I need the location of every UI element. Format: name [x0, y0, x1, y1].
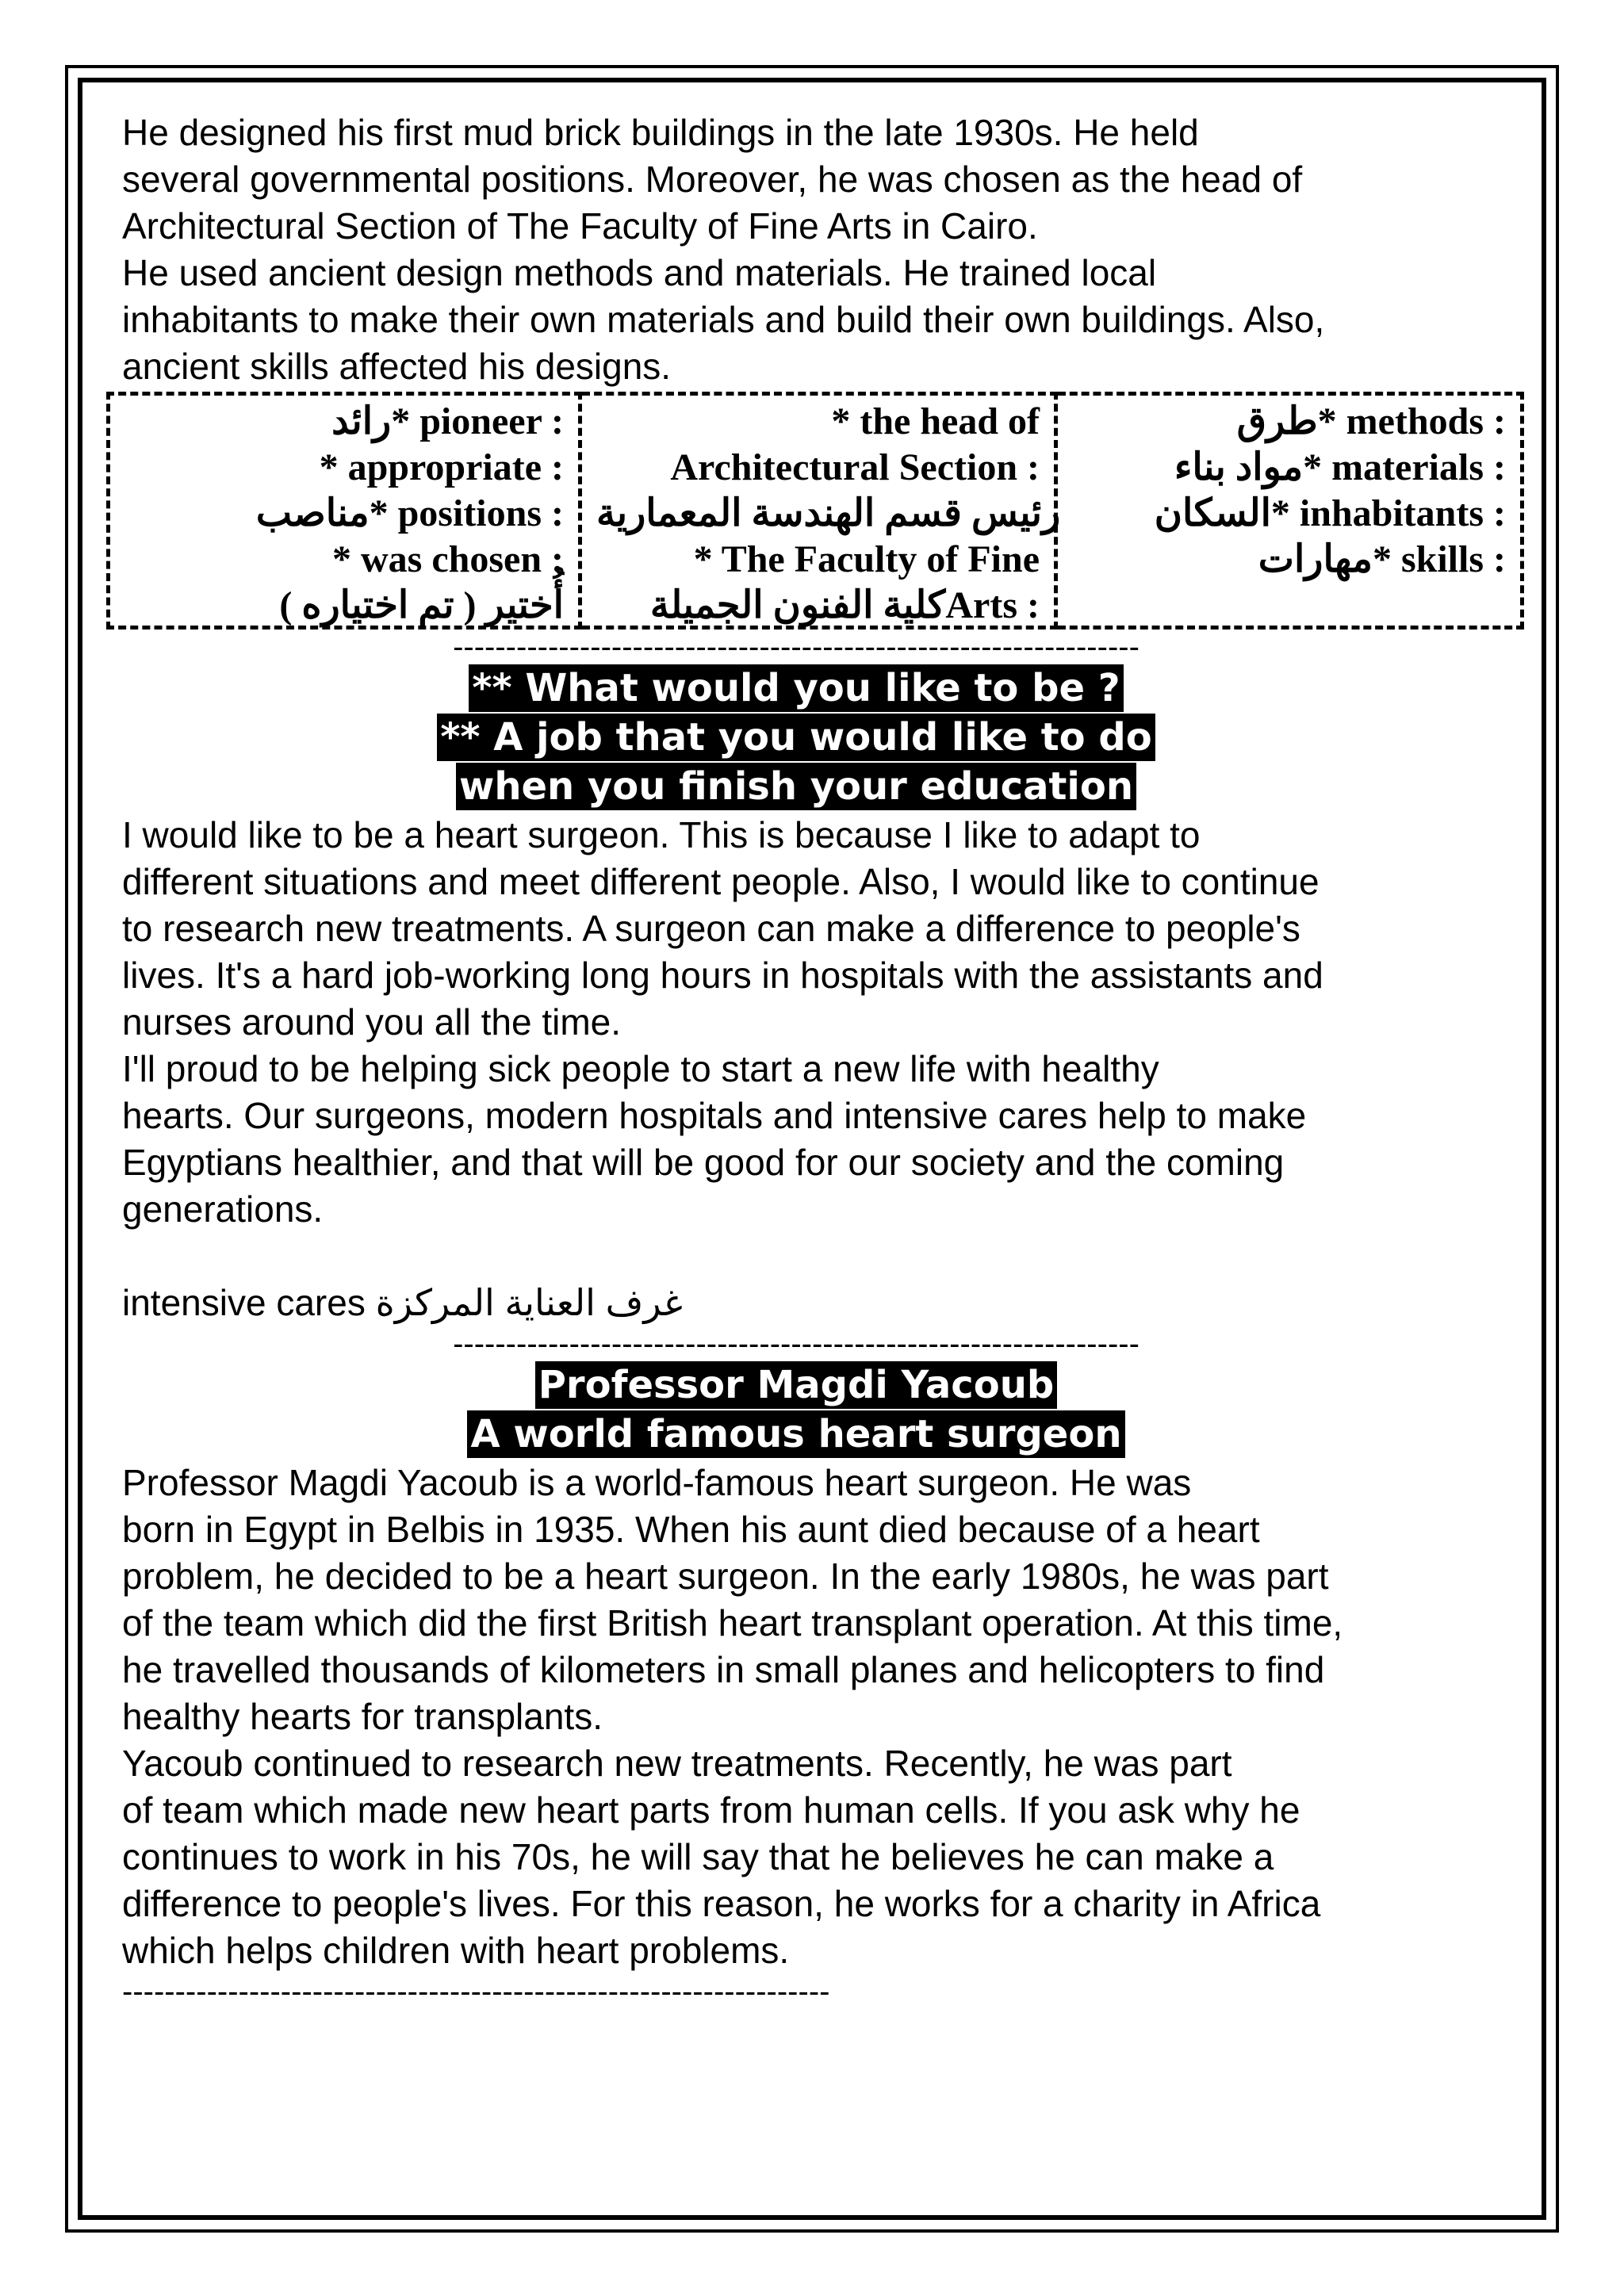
vocab-entry: Architectural Section :	[670, 446, 1040, 488]
vocab-entry: مناصب* positions :	[255, 492, 564, 534]
heading-line: A world famous heart surgeon	[467, 1410, 1124, 1458]
section-yacoub-paragraph	[122, 1460, 1502, 1974]
vocab-entry: * the head of	[831, 400, 1040, 442]
paragraph-line: different situations and meet different people. Also, I would like to continue	[122, 861, 1320, 902]
paragraph-line: healthy hearts for transplants.	[122, 1696, 603, 1737]
document-content	[122, 109, 1506, 2009]
paragraph-line: Architectural Section of The Faculty of Fine Arts in Cairo.	[122, 205, 1038, 247]
paragraph-line: which helps children with heart problems.	[122, 1930, 790, 1971]
vocab-entry: أُختير ( تم اختياره )	[279, 584, 564, 626]
paragraph-line: Professor Magdi Yacoub is a world-famous heart surgeon. He was	[122, 1462, 1192, 1503]
section-divider: -----------------------------------------------------------------	[453, 1326, 1139, 1361]
vocab-entry: * The Faculty of Fine	[693, 538, 1040, 580]
paragraph-line: I'll proud to be helping sick people to start a new life with healthy	[122, 1048, 1159, 1089]
vocabulary-column-2	[582, 392, 1061, 629]
paragraph-line: He used ancient design methods and materials. He trained local	[122, 252, 1157, 293]
paragraph-line: difference to people's lives. For this reason, he works for a charity in Africa	[122, 1883, 1321, 1924]
vocab-entry: * was chosen :	[331, 538, 564, 580]
vocab-entry: كلية الفنون الجميلةArts :	[649, 584, 1040, 626]
section-divider: -----------------------------------------------------------------	[453, 629, 1139, 664]
paragraph-line: of team which made new heart parts from human cells. If you ask why he	[122, 1789, 1300, 1831]
paragraph-line: Egyptians healthier, and that will be good for our society and the coming	[122, 1142, 1285, 1183]
vocab-entry: مواد بناء* materials :	[1174, 446, 1506, 488]
paragraph-line: lives. It's a hard job-working long hours in hospitals with the assistants and	[122, 955, 1323, 996]
vocab-entry: طرق* methods :	[1236, 400, 1506, 442]
paragraph-line: inhabitants to make their own materials and build their own buildings. Also,	[122, 299, 1325, 340]
paragraph-line: continues to work in his 70s, he will say that he believes he can make a	[122, 1836, 1274, 1877]
paragraph-line: he travelled thousands of kilometers in small planes and helicopters to find	[122, 1649, 1325, 1690]
paragraph-line: generations.	[122, 1188, 324, 1230]
paragraph-line: several governmental positions. Moreover, he was chosen as the head of	[122, 159, 1303, 200]
vocabulary-column-1	[106, 392, 582, 629]
paragraph-line: I would like to be a heart surgeon. This is because I like to adapt to	[122, 814, 1201, 855]
heading-line: ** A job that you would like to do	[437, 714, 1155, 761]
paragraph-line: of the team which did the first British heart transplant operation. At this time,	[122, 1602, 1343, 1644]
paragraph-line: hearts. Our surgeons, modern hospitals and intensive cares help to make	[122, 1095, 1307, 1136]
heading-line: Professor Magdi Yacoub	[535, 1361, 1058, 1409]
paragraph-line: ancient skills affected his designs.	[122, 346, 672, 387]
section-job-paragraph	[122, 812, 1502, 1233]
paragraph-line: nurses around you all the time.	[122, 1001, 622, 1043]
vocab-entry: رئيس قسم الهندسة المعمارية	[596, 492, 1061, 534]
paragraph-line: Yacoub continued to research new treatments. Recently, he was part	[122, 1743, 1232, 1784]
vocab-entry: رائد* pioneer :	[331, 400, 564, 442]
heading-block-yacoub	[90, 1361, 1502, 1460]
vocab-entry: السكان* inhabitants :	[1154, 492, 1506, 534]
paragraph-line: to research new treatments. A surgeon can make a difference to people's	[122, 908, 1300, 949]
section-hassan-fathy-paragraph	[122, 109, 1502, 390]
paragraph-line: problem, he decided to be a heart surgeon. In the early 1980s, he was part	[122, 1556, 1329, 1597]
vocabulary-box	[106, 392, 1524, 629]
vocab-entry: * appropriate :	[319, 446, 564, 488]
vocabulary-column-3	[1058, 392, 1524, 629]
paragraph-line: He designed his first mud brick buildings in the late 1930s. He held	[122, 112, 1199, 153]
vocab-note: intensive cares غرف العناية المركزة	[122, 1282, 683, 1323]
vocab-entry: مهارات* skills :	[1258, 538, 1506, 580]
end-divider: -------------------------------------------------------------------	[122, 1974, 830, 2009]
paragraph-line: born in Egypt in Belbis in 1935. When his aunt died because of a heart	[122, 1509, 1260, 1550]
heading-block-job	[90, 664, 1502, 812]
heading-line: ** What would you like to be ?	[469, 664, 1123, 712]
heading-line: when you finish your education	[456, 763, 1136, 810]
